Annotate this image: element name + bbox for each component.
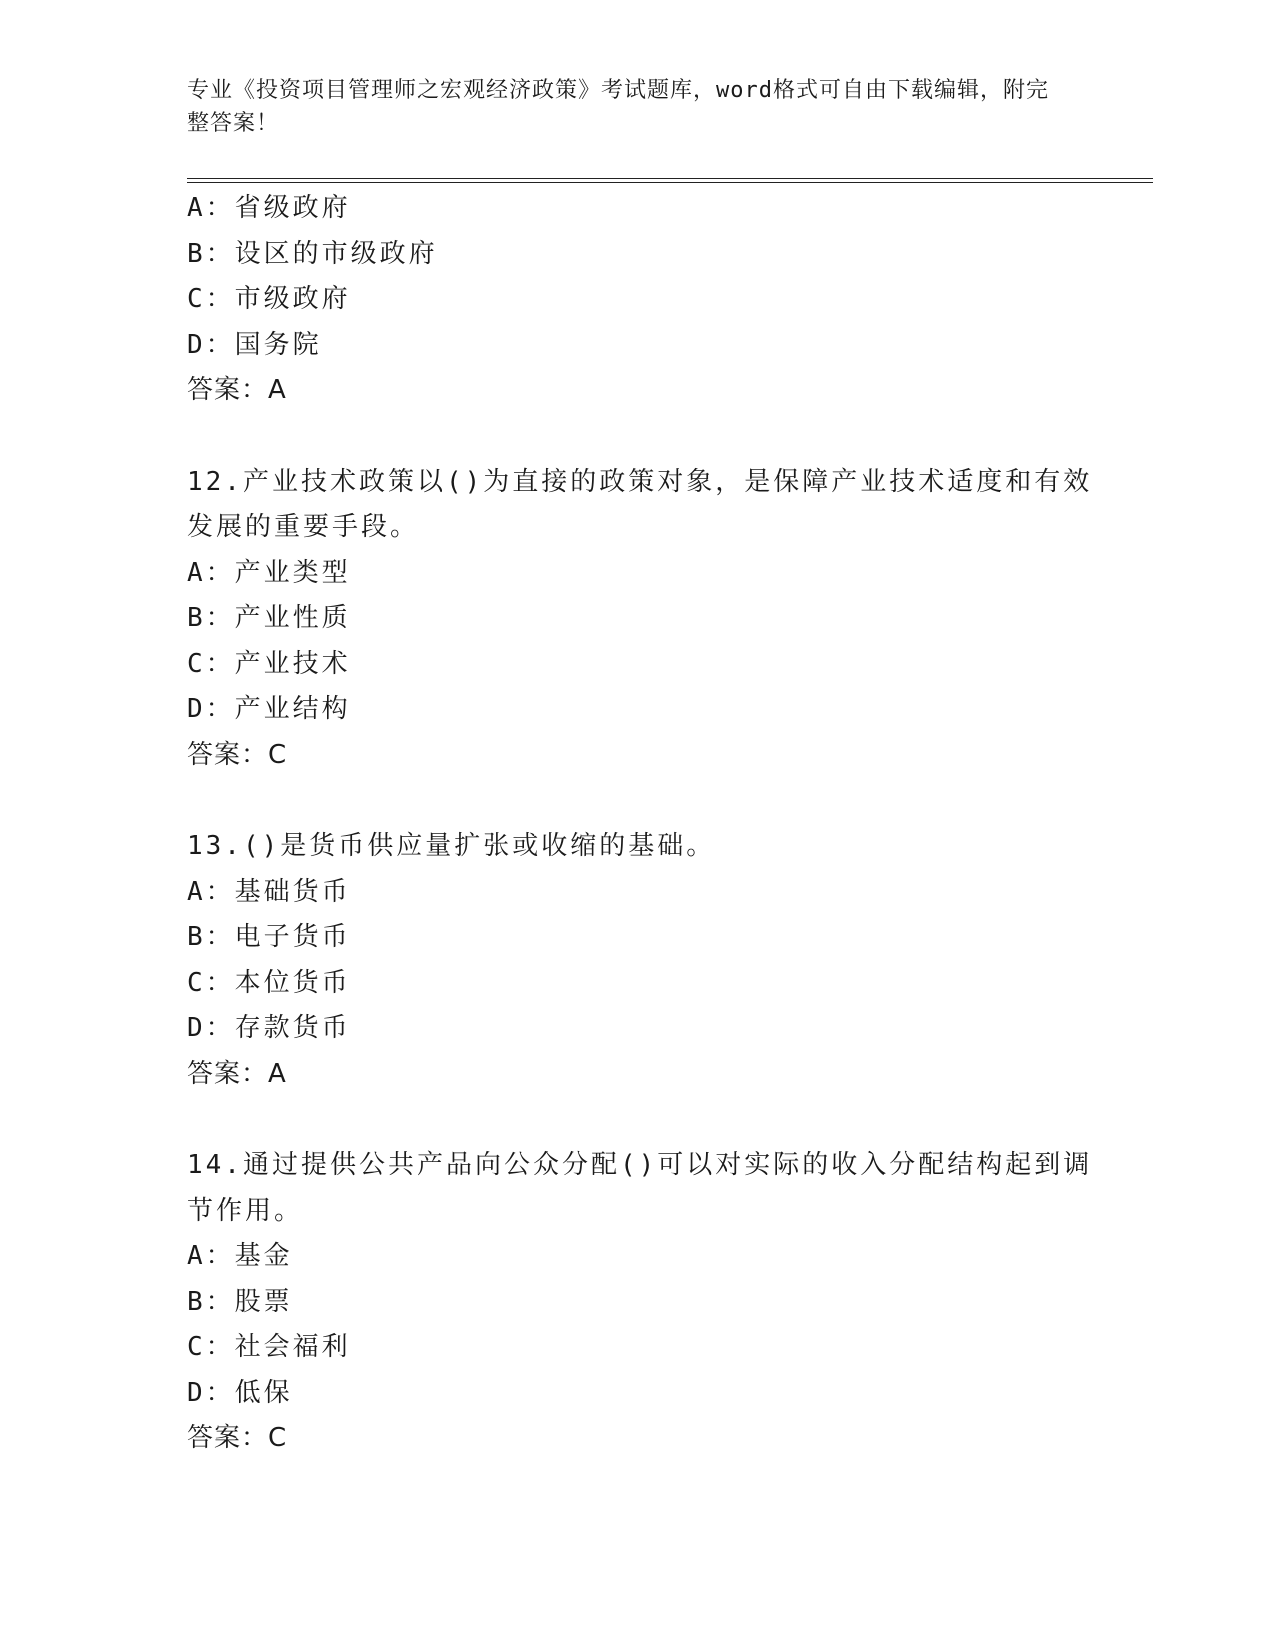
option-c: C：本位货币 <box>187 967 351 998</box>
header-divider <box>187 178 1153 183</box>
question-12 <box>187 460 1093 779</box>
answer: 答案：A <box>187 375 287 405</box>
option-c: C：产业技术 <box>187 648 351 679</box>
question-14 <box>187 1143 1093 1462</box>
option-b: B：设区的市级政府 <box>187 238 438 269</box>
answer: 答案：A <box>187 1058 287 1089</box>
option-a: A：基础货币 <box>187 876 351 907</box>
option-a: A：基金 <box>187 1241 293 1271</box>
question-text: 13.()是货币供应量扩张或收缩的基础。 <box>187 831 716 861</box>
question-text-continued: 节作用。 <box>187 1195 304 1226</box>
option-c: C：社会福利 <box>187 1332 351 1362</box>
option-d: D：低保 <box>187 1377 293 1408</box>
answer: 答案：C <box>187 739 288 770</box>
option-d: D：产业结构 <box>187 694 351 724</box>
question-text: 14.通过提供公共产品向公众分配()可以对实际的收入分配结构起到调 <box>187 1150 1093 1180</box>
question-text: 12.产业技术政策以()为直接的政策对象，是保障产业技术适度和有效 <box>187 466 1093 497</box>
option-b: B：产业性质 <box>187 603 351 633</box>
option-a: A：省级政府 <box>187 193 351 223</box>
option-b: B：股票 <box>187 1286 293 1317</box>
option-c: C：市级政府 <box>187 284 351 314</box>
document-header: 专业《投资项目管理师之宏观经济政策》考试题库，word格式可自由下载编辑，附完整答案！ <box>187 78 1049 136</box>
question-content <box>187 186 1093 1508</box>
option-b: B：电子货币 <box>187 922 351 952</box>
question-13 <box>187 824 1087 1097</box>
option-a: A：产业类型 <box>187 557 351 588</box>
answer: 答案：C <box>187 1423 288 1453</box>
question-11 <box>187 186 1087 414</box>
question-text-continued: 发展的重要手段。 <box>187 512 420 542</box>
option-d: D：国务院 <box>187 329 322 360</box>
option-d: D：存款货币 <box>187 1013 351 1043</box>
